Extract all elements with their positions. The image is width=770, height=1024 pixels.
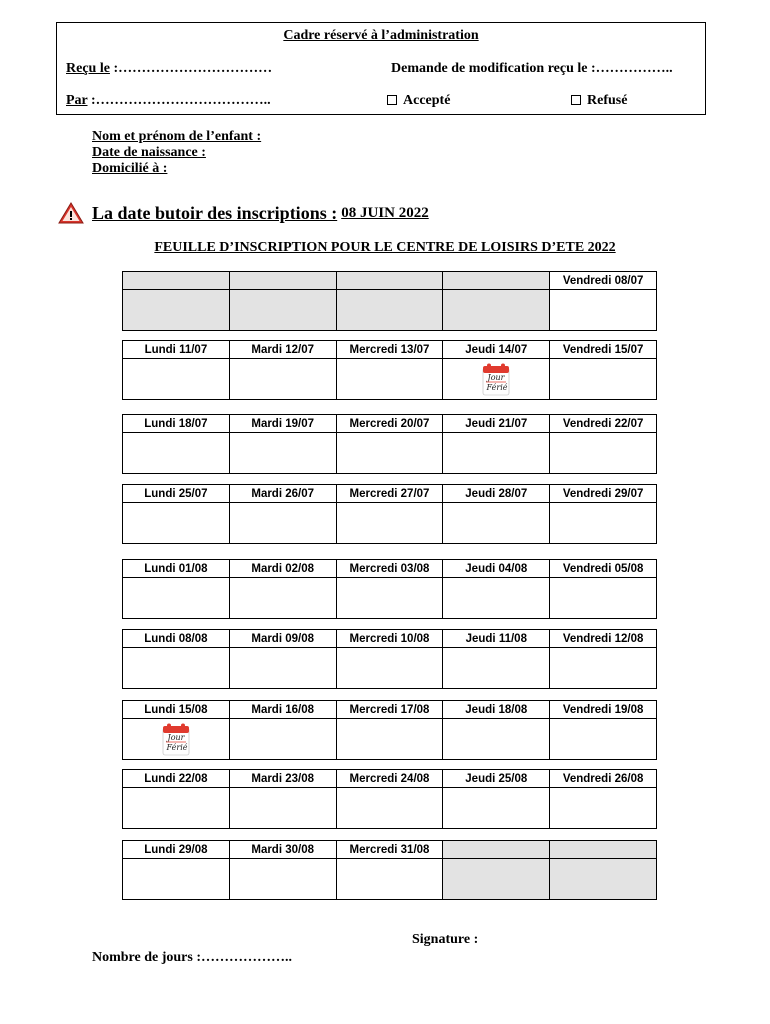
- day-header: Vendredi 12/08: [550, 630, 657, 648]
- day-cell[interactable]: [123, 359, 230, 400]
- week-header-row: [123, 630, 657, 648]
- week-header-row: [123, 701, 657, 719]
- day-header: [443, 841, 550, 859]
- signature-label: Signature :: [412, 932, 479, 947]
- week-table: [122, 340, 657, 400]
- day-header: Mercredi 10/08: [336, 630, 443, 648]
- birth-date-field[interactable]: [92, 145, 657, 161]
- week-table: [122, 769, 657, 829]
- day-header: Mercredi 03/08: [336, 560, 443, 578]
- child-name-label: Nom et prénom de l’enfant :: [92, 129, 262, 144]
- day-cell[interactable]: [550, 578, 657, 619]
- day-cell[interactable]: [123, 503, 230, 544]
- svg-text:Jour: Jour: [487, 373, 505, 382]
- day-header: Mercredi 31/08: [336, 841, 443, 859]
- day-header: Jeudi 28/07: [443, 485, 550, 503]
- day-cell: [123, 719, 230, 760]
- day-cell[interactable]: [336, 648, 443, 689]
- day-cell[interactable]: [336, 859, 443, 900]
- day-cell[interactable]: [229, 719, 336, 760]
- week-table: [122, 484, 657, 544]
- sheet-title: FEUILLE D’INSCRIPTION POUR LE CENTRE DE LOISIRS D’ETE 2022: [154, 240, 616, 255]
- day-cell[interactable]: [550, 788, 657, 829]
- svg-text:Jour: Jour: [167, 733, 185, 742]
- day-header: Vendredi 29/07: [550, 485, 657, 503]
- week-header-row: [123, 272, 657, 290]
- day-header: [550, 841, 657, 859]
- week-header-row: [123, 560, 657, 578]
- day-cell[interactable]: [123, 648, 230, 689]
- day-header: Lundi 01/08: [123, 560, 230, 578]
- admin-title: Cadre réservé à l’administration: [283, 28, 479, 43]
- day-header: Lundi 25/07: [123, 485, 230, 503]
- day-header: Lundi 29/08: [123, 841, 230, 859]
- day-cell[interactable]: [336, 433, 443, 474]
- day-cell[interactable]: [443, 788, 550, 829]
- child-name-field[interactable]: [92, 129, 657, 145]
- day-cell[interactable]: [550, 648, 657, 689]
- closed-day-cell: [123, 290, 230, 331]
- day-header: Vendredi 08/07: [550, 272, 657, 290]
- birth-date-label: Date de naissance :: [92, 145, 206, 160]
- week-checkbox-row: [123, 788, 657, 829]
- day-cell[interactable]: [123, 788, 230, 829]
- jour-ferie-icon: [161, 722, 191, 756]
- day-header: Mercredi 27/07: [336, 485, 443, 503]
- day-header: Mardi 02/08: [229, 560, 336, 578]
- week-table: [122, 559, 657, 619]
- refuse-option[interactable]: [571, 93, 627, 109]
- day-header: Mardi 16/08: [229, 701, 336, 719]
- week-checkbox-row: [123, 648, 657, 689]
- day-header: Mardi 26/07: [229, 485, 336, 503]
- domicile-label: Domicilié à :: [92, 161, 168, 176]
- week-header-row: [123, 485, 657, 503]
- day-cell[interactable]: [443, 719, 550, 760]
- day-cell[interactable]: [229, 788, 336, 829]
- recu-le-field[interactable]: [66, 61, 272, 77]
- domicile-field[interactable]: [92, 161, 657, 177]
- day-header: Jeudi 11/08: [443, 630, 550, 648]
- day-header: Lundi 11/07: [123, 341, 230, 359]
- day-header: Jeudi 21/07: [443, 415, 550, 433]
- week-checkbox-row: [123, 859, 657, 900]
- recu-le-label: Reçu le: [66, 61, 110, 76]
- day-header: Jeudi 18/08: [443, 701, 550, 719]
- recu-le-dots: :……………………………: [109, 61, 273, 76]
- day-cell[interactable]: [336, 788, 443, 829]
- day-cell[interactable]: [550, 503, 657, 544]
- week-table: [122, 629, 657, 689]
- closed-day-cell: [550, 859, 657, 900]
- day-cell: [443, 359, 550, 400]
- day-header: [123, 272, 230, 290]
- accepte-option[interactable]: [387, 93, 450, 109]
- day-header: Mardi 09/08: [229, 630, 336, 648]
- day-header: Lundi 15/08: [123, 701, 230, 719]
- day-header: Vendredi 05/08: [550, 560, 657, 578]
- week-checkbox-row: [123, 578, 657, 619]
- day-cell[interactable]: [550, 290, 657, 331]
- week-header-row: [123, 770, 657, 788]
- day-cell[interactable]: [229, 433, 336, 474]
- week-checkbox-row: [123, 433, 657, 474]
- day-header: Lundi 18/07: [123, 415, 230, 433]
- closed-day-cell: [229, 290, 336, 331]
- day-cell[interactable]: [336, 578, 443, 619]
- accepte-label: Accepté: [403, 93, 451, 108]
- deadline-date: 08 JUIN 2022: [341, 204, 429, 221]
- week-header-row: [123, 841, 657, 859]
- closed-day-cell: [443, 859, 550, 900]
- day-header: Mardi 30/08: [229, 841, 336, 859]
- day-cell[interactable]: [229, 503, 336, 544]
- par-dots: :………………………………..: [87, 93, 271, 108]
- week-table: [122, 700, 657, 760]
- day-cell[interactable]: [443, 648, 550, 689]
- day-header: Vendredi 22/07: [550, 415, 657, 433]
- day-cell[interactable]: [336, 503, 443, 544]
- day-header: Mercredi 13/07: [336, 341, 443, 359]
- warning-icon: [58, 202, 84, 224]
- day-cell[interactable]: [229, 648, 336, 689]
- week-table: [122, 271, 657, 331]
- week-table: [122, 840, 657, 900]
- day-cell[interactable]: [550, 433, 657, 474]
- svg-text:Férié: Férié: [166, 743, 188, 752]
- day-header: Jeudi 04/08: [443, 560, 550, 578]
- day-cell[interactable]: [229, 578, 336, 619]
- day-cell[interactable]: [550, 719, 657, 760]
- week-header-row: [123, 415, 657, 433]
- jour-ferie-icon: [481, 362, 511, 396]
- week-checkbox-row: [123, 503, 657, 544]
- day-cell[interactable]: [550, 359, 657, 400]
- day-header: Mardi 19/07: [229, 415, 336, 433]
- day-header: Lundi 22/08: [123, 770, 230, 788]
- day-header: Mercredi 20/07: [336, 415, 443, 433]
- week-checkbox-row: [123, 719, 657, 760]
- closed-day-cell: [336, 290, 443, 331]
- day-cell[interactable]: [123, 433, 230, 474]
- deadline-row: [58, 202, 429, 224]
- accepte-checkbox[interactable]: [387, 95, 397, 105]
- day-cell[interactable]: [443, 433, 550, 474]
- admin-box: [56, 22, 706, 115]
- week-table: [122, 414, 657, 474]
- week-header-row: [123, 341, 657, 359]
- day-header: [443, 272, 550, 290]
- week-checkbox-row: [123, 290, 657, 331]
- demande-modification-field[interactable]: Demande de modification reçu le :……………..: [391, 61, 673, 76]
- closed-day-cell: [443, 290, 550, 331]
- day-cell[interactable]: [443, 578, 550, 619]
- refuse-label: Refusé: [587, 93, 628, 108]
- day-header: Jeudi 25/08: [443, 770, 550, 788]
- day-cell[interactable]: [123, 578, 230, 619]
- deadline-label: La date butoir des inscriptions :: [92, 202, 338, 223]
- day-cell[interactable]: [229, 359, 336, 400]
- day-header: Vendredi 15/07: [550, 341, 657, 359]
- day-header: Mercredi 24/08: [336, 770, 443, 788]
- day-cell[interactable]: [229, 859, 336, 900]
- day-header: Vendredi 26/08: [550, 770, 657, 788]
- svg-text:Férié: Férié: [486, 383, 508, 392]
- refuse-checkbox[interactable]: [571, 95, 581, 105]
- par-label: Par: [66, 93, 88, 108]
- day-header: Mardi 23/08: [229, 770, 336, 788]
- week-checkbox-row: [123, 359, 657, 400]
- day-cell[interactable]: [443, 503, 550, 544]
- day-header: [336, 272, 443, 290]
- day-header: Mercredi 17/08: [336, 701, 443, 719]
- day-header: Lundi 08/08: [123, 630, 230, 648]
- day-header: [229, 272, 336, 290]
- day-header: Vendredi 19/08: [550, 701, 657, 719]
- day-cell[interactable]: [123, 859, 230, 900]
- nombre-de-jours-field[interactable]: Nombre de jours :………………..: [92, 950, 293, 965]
- day-cell[interactable]: [336, 719, 443, 760]
- par-field[interactable]: [66, 93, 271, 109]
- day-cell[interactable]: [336, 359, 443, 400]
- day-header: Mardi 12/07: [229, 341, 336, 359]
- day-header: Jeudi 14/07: [443, 341, 550, 359]
